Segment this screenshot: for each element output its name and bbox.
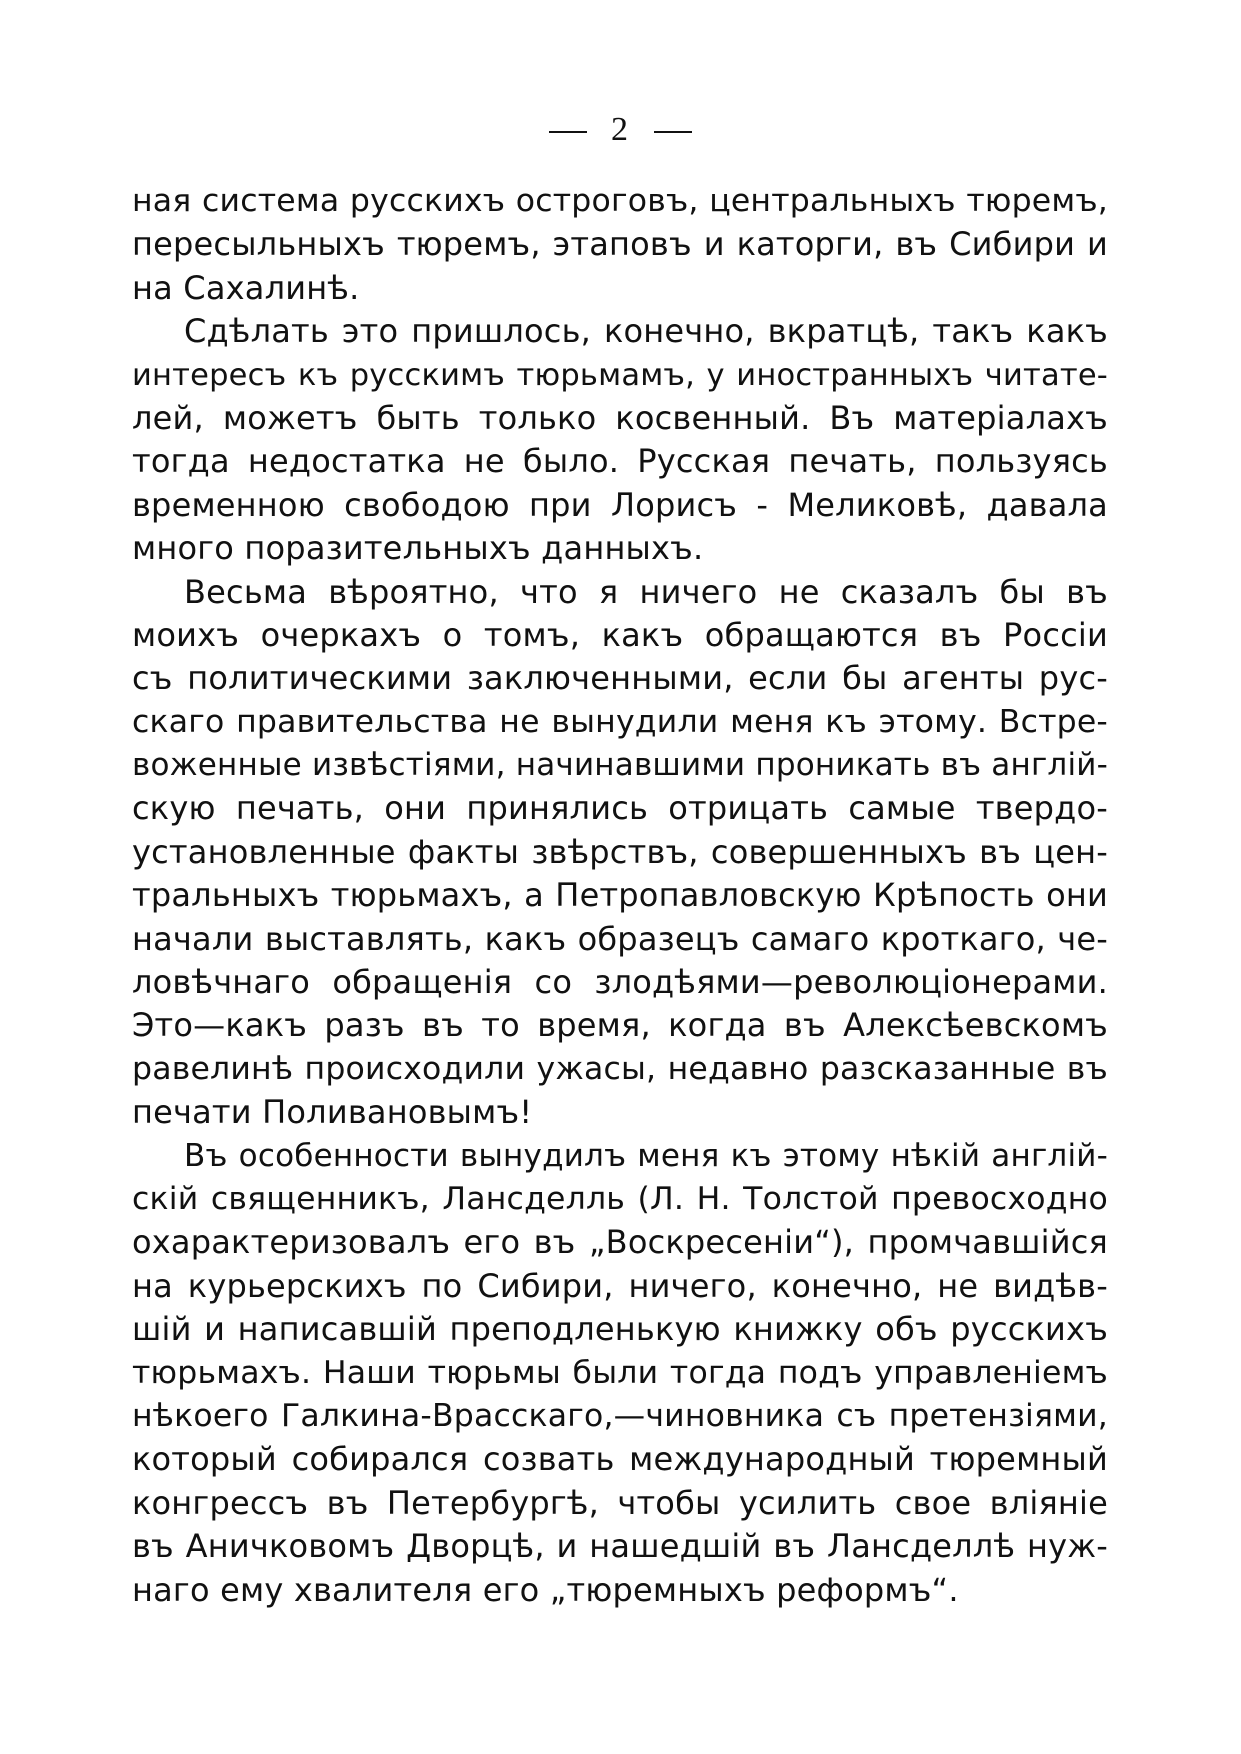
text-line: ловѣчнаго обращенія со злодѣями—революціонерами. xyxy=(132,963,1108,1002)
header-dash-left xyxy=(549,131,587,133)
text-line: печати Поливановымъ! xyxy=(132,1093,533,1132)
text-line: временною свободою при Лорисъ - Меликовѣ, давала xyxy=(132,485,1108,524)
text-line: конгрессъ въ Петербургѣ, чтобы усилить свое вліяніе xyxy=(132,1483,1108,1522)
text-line: съ политическими заключенными, если бы агенты рус- xyxy=(132,659,1108,698)
text-line: лей, можетъ быть только косвенный. Въ матеріалахъ xyxy=(132,398,1108,437)
text-line: интересъ къ русскимъ тюрьмамъ, у иностранныхъ читате- xyxy=(132,357,1108,393)
text-line: Это—какъ разъ въ то время, когда въ Алексѣевскомъ xyxy=(132,1006,1108,1045)
text-line: тогда недостатка не было. Русская печать, пользуясь xyxy=(132,442,1108,481)
text-line: начали выставлять, какъ образецъ самаго кроткаго, че- xyxy=(132,919,1108,958)
header-dash-right xyxy=(654,131,692,133)
text-line: въ Аничковомъ Дворцѣ, и нашедшій въ Лансделлѣ нуж- xyxy=(132,1527,1108,1566)
text-line: моихъ очеркахъ о томъ, какъ обращаются въ Россіи xyxy=(132,615,1108,654)
page-header xyxy=(0,110,1241,150)
body-text xyxy=(132,180,1108,1612)
text-line: воженные извѣстіями, начинавшими проникать въ англій- xyxy=(132,747,1108,784)
text-line: наго ему хвалителя его „тюремныхъ реформъ“. xyxy=(132,1570,959,1609)
text-line: ная система русскихъ остроговъ, центральныхъ тюремъ, xyxy=(132,183,1108,219)
text-line: скаго правительства не вынудили меня къ этому. Встре- xyxy=(132,703,1108,740)
text-line: много поразительныхъ данныхъ. xyxy=(132,529,704,568)
text-line: охарактеризовалъ его въ „Воскресеніи“), промчавшійся xyxy=(132,1223,1108,1262)
text-line: нѣкоего Галкина-Врасскаго,—чиновника съ претензіями, xyxy=(132,1397,1108,1434)
text-line: Въ особенности вынудилъ меня къ этому нѣкій англій- xyxy=(184,1137,1108,1174)
text-line: Сдѣлать это пришлось, конечно, вкратцѣ, такъ какъ xyxy=(184,312,1108,351)
text-line: скій священникъ, Лансделль (Л. Н. Толстой превосходно xyxy=(132,1180,1108,1217)
text-line: тральныхъ тюрьмахъ, а Петропавловскую Крѣпость они xyxy=(132,876,1108,915)
text-line: пересыльныхъ тюремъ, этаповъ и каторги, въ Сибири и xyxy=(132,225,1108,264)
text-line: Весьма вѣроятно, что я ничего не сказалъ бы въ xyxy=(184,572,1108,611)
text-line: шій и написавшій преподленькую книжку объ русскихъ xyxy=(132,1310,1108,1349)
text-line: установленные факты звѣрствъ, совершенныхъ въ цен- xyxy=(132,832,1108,871)
text-line: тюрьмахъ. Наши тюрьмы были тогда подъ управленіемъ xyxy=(132,1354,1108,1391)
page-number: 2 xyxy=(611,111,630,148)
text-line: скую печать, они принялись отрицать самые твердо- xyxy=(132,789,1108,828)
text-line: равелинѣ происходили ужасы, недавно разсказанные въ xyxy=(132,1050,1108,1087)
text-line: на курьерскихъ по Сибири, ничего, конечно, не видѣв- xyxy=(132,1266,1108,1305)
text-line: на Сахалинѣ. xyxy=(132,268,360,307)
text-line: который собирался созвать международный тюремный xyxy=(132,1440,1108,1479)
